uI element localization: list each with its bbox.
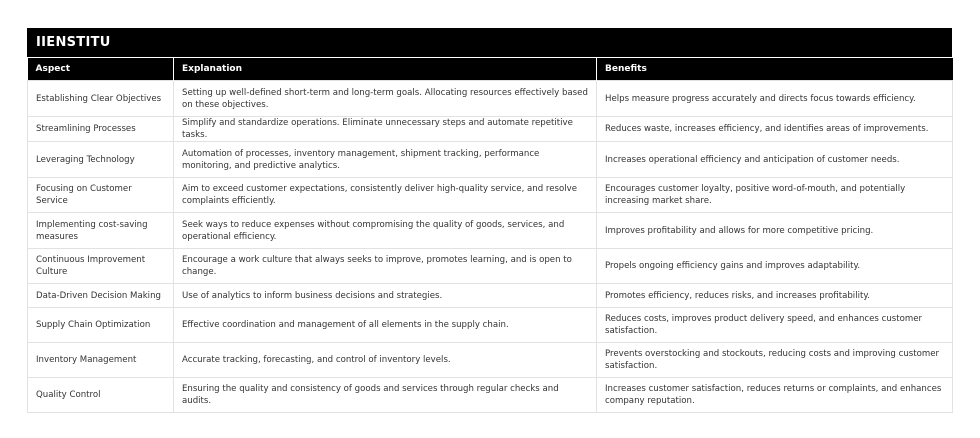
cell-benefits: Helps measure progress accurately and directs focus towards efficiency. bbox=[597, 81, 953, 117]
header-aspect: Aspect bbox=[28, 58, 174, 81]
table-row bbox=[28, 249, 953, 284]
table-container bbox=[27, 28, 952, 413]
cell-aspect: Quality Control bbox=[28, 378, 174, 413]
table-row bbox=[28, 308, 953, 343]
table-row bbox=[28, 117, 953, 142]
table-row bbox=[28, 343, 953, 378]
cell-explanation: Accurate tracking, forecasting, and control of inventory levels. bbox=[174, 343, 597, 378]
table-row bbox=[28, 81, 953, 117]
cell-benefits: Propels ongoing efficiency gains and improves adaptability. bbox=[597, 249, 953, 284]
table-row bbox=[28, 178, 953, 213]
table-row bbox=[28, 213, 953, 249]
cell-explanation: Aim to exceed customer expectations, consistently deliver high-quality service, and resolve complaints efficiently. bbox=[174, 178, 597, 213]
header-benefits: Benefits bbox=[597, 58, 953, 81]
cell-benefits: Prevents overstocking and stockouts, reducing costs and improving customer satisfaction. bbox=[597, 343, 953, 378]
brand-title: IIENSTITU bbox=[27, 28, 952, 58]
cell-benefits: Reduces waste, increases efficiency, and identifies areas of improvements. bbox=[597, 117, 953, 142]
cell-explanation: Seek ways to reduce expenses without compromising the quality of goods, services, and operational efficiency. bbox=[174, 213, 597, 249]
cell-explanation: Simplify and standardize operations. Eliminate unnecessary steps and automate repetitive tasks. bbox=[174, 117, 597, 142]
cell-aspect: Streamlining Processes bbox=[28, 117, 174, 142]
cell-benefits: Promotes efficiency, reduces risks, and increases profitability. bbox=[597, 284, 953, 308]
cell-aspect: Data-Driven Decision Making bbox=[28, 284, 174, 308]
table-row bbox=[28, 142, 953, 178]
cell-explanation: Ensuring the quality and consistency of goods and services through regular checks and audits. bbox=[174, 378, 597, 413]
cell-aspect: Establishing Clear Objectives bbox=[28, 81, 174, 117]
cell-explanation: Automation of processes, inventory management, shipment tracking, performance monitoring, and predictive analytics. bbox=[174, 142, 597, 178]
cell-explanation: Effective coordination and management of all elements in the supply chain. bbox=[174, 308, 597, 343]
cell-aspect: Implementing cost-saving measures bbox=[28, 213, 174, 249]
table-row bbox=[28, 378, 953, 413]
cell-explanation: Encourage a work culture that always seeks to improve, promotes learning, and is open to change. bbox=[174, 249, 597, 284]
cell-aspect: Continuous Improvement Culture bbox=[28, 249, 174, 284]
cell-explanation: Setting up well-defined short-term and long-term goals. Allocating resources effectively based on these objectives. bbox=[174, 81, 597, 117]
cell-benefits: Increases customer satisfaction, reduces returns or complaints, and enhances company reputation. bbox=[597, 378, 953, 413]
cell-aspect: Supply Chain Optimization bbox=[28, 308, 174, 343]
cell-benefits: Encourages customer loyalty, positive word-of-mouth, and potentially increasing market share. bbox=[597, 178, 953, 213]
table-row bbox=[28, 284, 953, 308]
cell-benefits: Improves profitability and allows for more competitive pricing. bbox=[597, 213, 953, 249]
cell-benefits: Increases operational efficiency and anticipation of customer needs. bbox=[597, 142, 953, 178]
cell-benefits: Reduces costs, improves product delivery speed, and enhances customer satisfaction. bbox=[597, 308, 953, 343]
header-explanation: Explanation bbox=[174, 58, 597, 81]
cell-aspect: Leveraging Technology bbox=[28, 142, 174, 178]
cell-explanation: Use of analytics to inform business decisions and strategies. bbox=[174, 284, 597, 308]
header-row bbox=[28, 58, 953, 81]
data-table bbox=[27, 58, 953, 413]
cell-aspect: Focusing on Customer Service bbox=[28, 178, 174, 213]
cell-aspect: Inventory Management bbox=[28, 343, 174, 378]
